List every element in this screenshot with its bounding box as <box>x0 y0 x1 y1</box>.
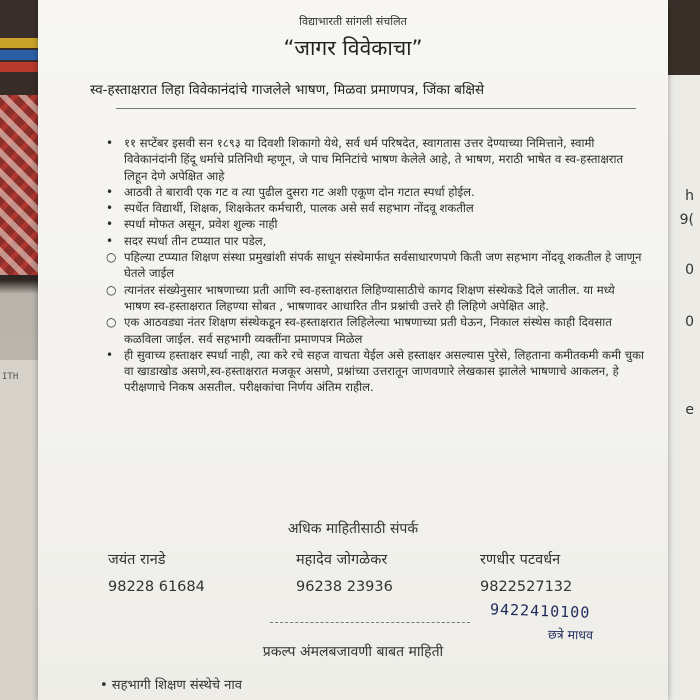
sub-bullet-marker: ○ <box>106 282 117 297</box>
sub-bullet-marker: ○ <box>106 315 117 330</box>
contact-phone: 98228 61684 <box>108 579 205 595</box>
bullet-marker: • <box>106 217 114 232</box>
organizer-line: विद्याभारती सांगली संचलित <box>299 15 407 28</box>
bullet-marker: • <box>106 201 114 216</box>
contact-card <box>480 549 660 595</box>
right-fragment: 9( <box>679 212 694 228</box>
list-item <box>104 135 644 184</box>
list-item <box>104 314 644 347</box>
list-item <box>104 249 644 282</box>
list-item-text: स्पर्धेत विद्यार्थी, शिक्षक, शिक्षकेतर कर्मचारी, पालक असे सर्व सहभाग नोंदवू शकतील <box>124 201 474 216</box>
right-fragment: e <box>685 402 694 418</box>
printed-sheet <box>38 0 668 700</box>
bullet-marker: • <box>106 136 114 150</box>
list-item-text: ११ सप्टेंबर इसवी सन १८९३ या दिवशी शिकागो येथे, सर्व धर्म परिषदेत, स्वागतास उत्तर देण्याच्या निमित्ताने, स्वामी विवेकानंदांनी हिंदू धर्माचे प्रतिनिधी म्हणून, जे पाच मिनिटांचे भाषण केलेले आहे, ते भाषण, मराठी भाषेत व स्व-हस्ताक्षरात लिहून देणे अपेक्षित आहे <box>124 136 624 183</box>
contact-name: रणधीर पटवर्धन <box>480 552 561 568</box>
list-item <box>104 233 644 249</box>
list-item-text: एक आठवड्या नंतर शिक्षण संस्थेकडून स्व-हस्ताक्षरात लिहिलेल्या भाषणाच्या प्रती घेऊन, निकाल संस्थेस काही दिवसात कळविला जाईल. सर्व सहभागी व्यक्तींना प्रमाणपत्र मिळेल <box>124 315 612 346</box>
list-item-text: आठवी ते बारावी एक गट व त्या पुढील दुसरा गट अशी एकूण दोन गटात स्पर्धा होईल. <box>124 184 475 199</box>
title-divider <box>116 108 636 109</box>
list-item-text: सदर स्पर्धा तीन टप्प्यात पार पडेल, <box>124 233 267 248</box>
cloth-stripe-yellow <box>0 38 40 48</box>
contact-phone: 96238 23936 <box>296 579 393 595</box>
sub-bullet-marker: ○ <box>106 250 117 265</box>
list-item <box>104 282 644 315</box>
list-item <box>104 216 644 232</box>
contact-name: जयंत रानडे <box>108 552 166 568</box>
right-fragment: 0 <box>685 314 694 330</box>
left-card-text: ITH <box>2 372 19 382</box>
background-right <box>666 0 700 700</box>
woven-fabric <box>0 95 38 275</box>
list-item <box>104 184 644 200</box>
cloth-stripe-red <box>0 62 40 72</box>
list-item <box>104 200 644 216</box>
contact-name: महादेव जोगळेकर <box>296 552 388 568</box>
left-card <box>0 360 38 700</box>
list-item <box>104 347 644 396</box>
right-fragment: h <box>685 188 694 204</box>
list-item-text: त्यानंतर संख्येनुसार भाषणाच्या प्रती आणि स्व-हस्ताक्षरात लिहिण्यासाठीचे कागद शिक्षण संस्थेकडे दिले जातील. या मध्ये भाषण स्व-हस्ताक्षरात लिहण्या सोबत , भाषणावर आधारित तीन प्रश्नांची उत्तरे ही लिहिणे अपेक्षित आहे. <box>124 282 615 313</box>
bullet-marker: • <box>106 347 114 362</box>
bullet-marker: • <box>106 233 114 248</box>
list-item-text: स्पर्धा मोफत असून, प्रवेश शुल्क नाही <box>124 217 278 232</box>
handwritten-name: छत्रे माधव <box>547 626 594 643</box>
project-item: • सहभागी शिक्षण संस्थेचे नाव <box>100 678 242 693</box>
project-heading: प्रकल्प अंमलबजावणी बाबत माहिती <box>262 644 444 660</box>
contact-heading: अधिक माहितीसाठी संपर्क <box>287 521 419 537</box>
handwritten-number: 9422410100 <box>489 600 591 622</box>
background-right-dark <box>666 0 700 75</box>
document-subtitle: स्व-हस्ताक्षरात लिहा विवेकानंदांचे गाजलेले भाषण, मिळवा प्रमाणपत्र, जिंका बक्षिसे <box>90 83 485 98</box>
cloth-stripe-blue <box>0 50 40 60</box>
section-divider <box>270 622 470 623</box>
contact-card <box>296 549 476 595</box>
contact-phone: 9822527132 <box>480 579 573 595</box>
contact-card <box>108 549 288 595</box>
right-fragment: 0 <box>685 262 694 278</box>
list-item-text: पहिल्या टप्प्यात शिक्षण संस्था प्रमुखांशी संपर्क साधून संस्थेमार्फत सर्वसाधारणपणे किती जण सहभाग नोंदवू शकतील हे जाणून घेतले जाईल <box>124 250 642 281</box>
document-title: “जागर विवेकाचा” <box>283 36 423 60</box>
list-item-text: ही सुवाच्य हस्ताक्षर स्पर्धा नाही, त्या करे रचे सहज वाचता येईल असे हस्ताक्षर असल्यास पुरेसे, लिहताना कमीतकमी कमी चुका वा खाडाखोड असणे,स्व-हस्ताक्षरात मजकूर असणे, प्रश्नांच्या उत्तरातून जाणवणारे लेखकास झालेले भाषणाचे आकलन, हे परीक्षणाचे निकष असतील. परीक्षकांचा निर्णय अंतिम राहील. <box>124 347 644 395</box>
bullet-marker: • <box>106 184 114 199</box>
rules-list <box>104 135 644 396</box>
